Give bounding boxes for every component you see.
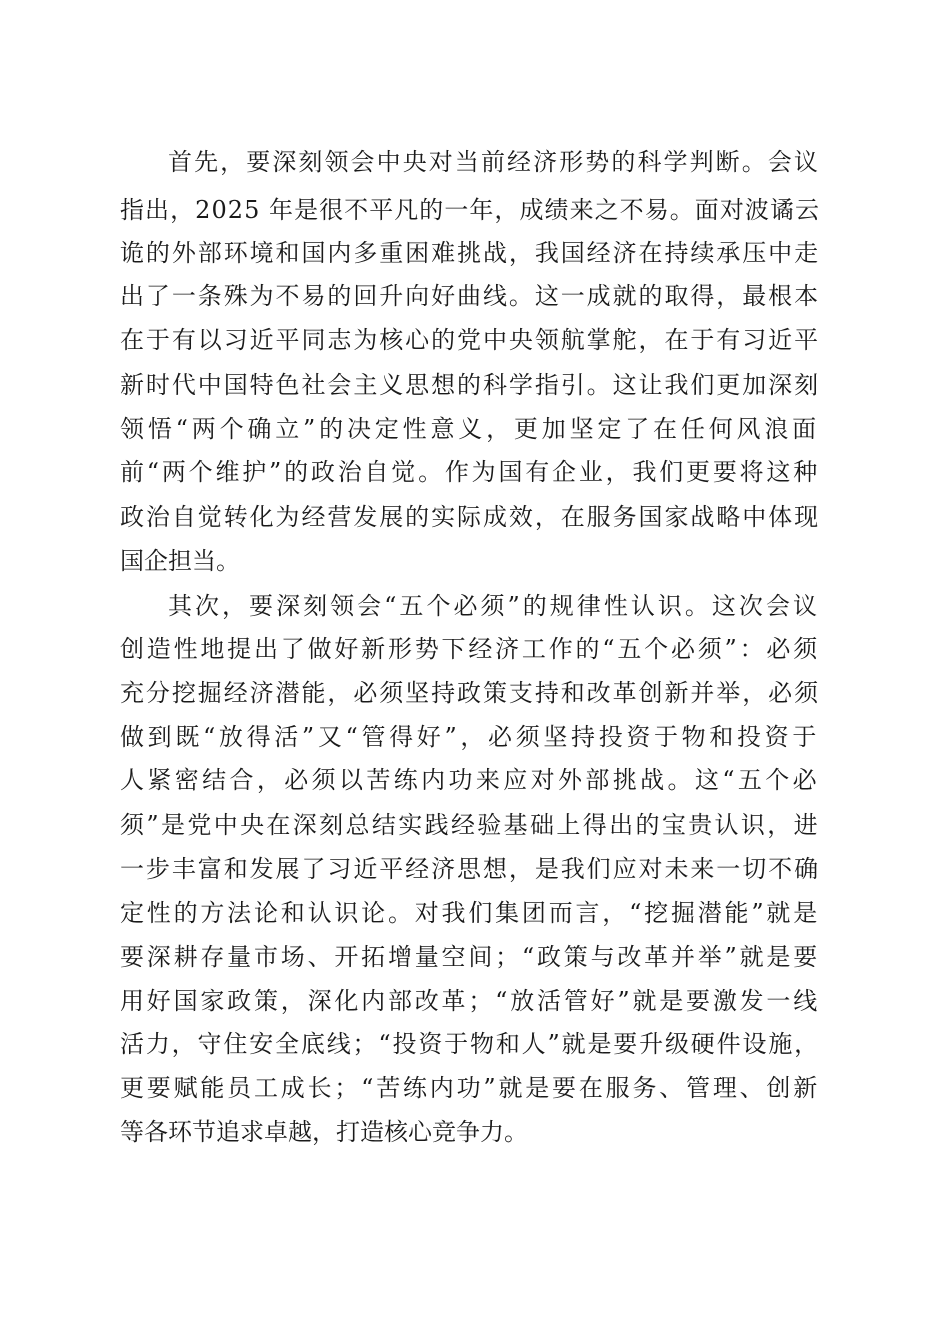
paragraph-2-line: [0, 805, 950, 845]
paragraph-2-line: [0, 717, 950, 757]
paragraph-2-line: [0, 893, 950, 933]
paragraph-1-line: [0, 276, 950, 316]
text-line: 前“两个维护”的政治自觉。作为国有企业，我们更要将这种: [120, 458, 821, 486]
paragraph-2-line: [0, 1068, 950, 1108]
paragraph-1-line: [0, 497, 950, 537]
paragraph-1-line: [0, 541, 950, 581]
text-line: 诡的外部环境和国内多重困难挑战，我国经济在持续承压中走: [120, 239, 820, 267]
text-line: 指出，2025 年是很不平凡的一年，成绩来之不易。面对波谲云: [120, 196, 820, 224]
text-line: 等各环节追求卓越，打造核心竞争力。: [120, 1118, 528, 1146]
paragraph-1-line: [0, 320, 950, 360]
text-line: 新时代中国特色社会主义思想的科学指引。这让我们更加深刻: [120, 371, 820, 399]
paragraph-1-line: [0, 142, 950, 182]
text-line: 活力，守住安全底线；“投资于物和人”就是要升级硬件设施，: [120, 1030, 821, 1058]
text-line: 用好国家政策，深化内部改革；“放活管好”就是要激发一线: [120, 987, 821, 1015]
text-line: 做到既“放得活”又“管得好”，必须坚持投资于物和投资于: [120, 723, 821, 751]
paragraph-1-line: [0, 233, 950, 273]
paragraph-2-line: [0, 849, 950, 889]
text-line: 创造性地提出了做好新形势下经济工作的“五个必须”：必须: [120, 635, 821, 663]
text-line: 要深耕存量市场、开拓增量空间；“政策与改革并举”就是要: [120, 943, 821, 971]
text-line: 在于有以习近平同志为核心的党中央领航掌舵，在于有习近平: [120, 326, 820, 354]
paragraph-2-line: [0, 1024, 950, 1064]
paragraph-2-line: [0, 981, 950, 1021]
paragraph-1-line: [0, 409, 950, 449]
text-line: 领悟“两个确立”的决定性意义，更加坚定了在任何风浪面: [120, 415, 820, 443]
text-line: 出了一条殊为不易的回升向好曲线。这一成就的取得，最根本: [120, 282, 820, 310]
text-line: 首先，要深刻领会中央对当前经济形势的科学判断。会议: [168, 148, 820, 176]
text-line: 政治自觉转化为经营发展的实际成效，在服务国家战略中体现: [120, 503, 820, 531]
text-line: 国企担当。: [120, 547, 240, 575]
text-line: 定性的方法论和认识论。对我们集团而言，“挖掘潜能”就是: [120, 899, 821, 927]
text-line: 更要赋能员工成长；“苦练内功”就是要在服务、管理、创新: [120, 1074, 821, 1102]
paragraph-1-line: [0, 190, 950, 230]
text-line: 充分挖掘经济潜能，必须坚持政策支持和改革创新并举，必须: [120, 679, 820, 707]
paragraph-2-line: [0, 760, 950, 800]
text-line: 须”是党中央在深刻总结实践经验基础上得出的宝贵认识，进: [120, 811, 820, 839]
paragraph-2-line: [0, 673, 950, 713]
text-line: 一步丰富和发展了习近平经济思想，是我们应对未来一切不确: [120, 855, 820, 883]
text-line: 人紧密结合，必须以苦练内功来应对外部挑战。这“五个必: [120, 766, 820, 794]
text-line: 其次，要深刻领会“五个必须”的规律性认识。这次会议: [168, 592, 820, 620]
paragraph-1-line: [0, 365, 950, 405]
paragraph-2-line: [0, 629, 950, 669]
paragraph-1-line: [0, 452, 950, 492]
paragraph-2-line: [0, 1112, 950, 1152]
paragraph-2-line: [0, 586, 950, 626]
paragraph-2-line: [0, 937, 950, 977]
